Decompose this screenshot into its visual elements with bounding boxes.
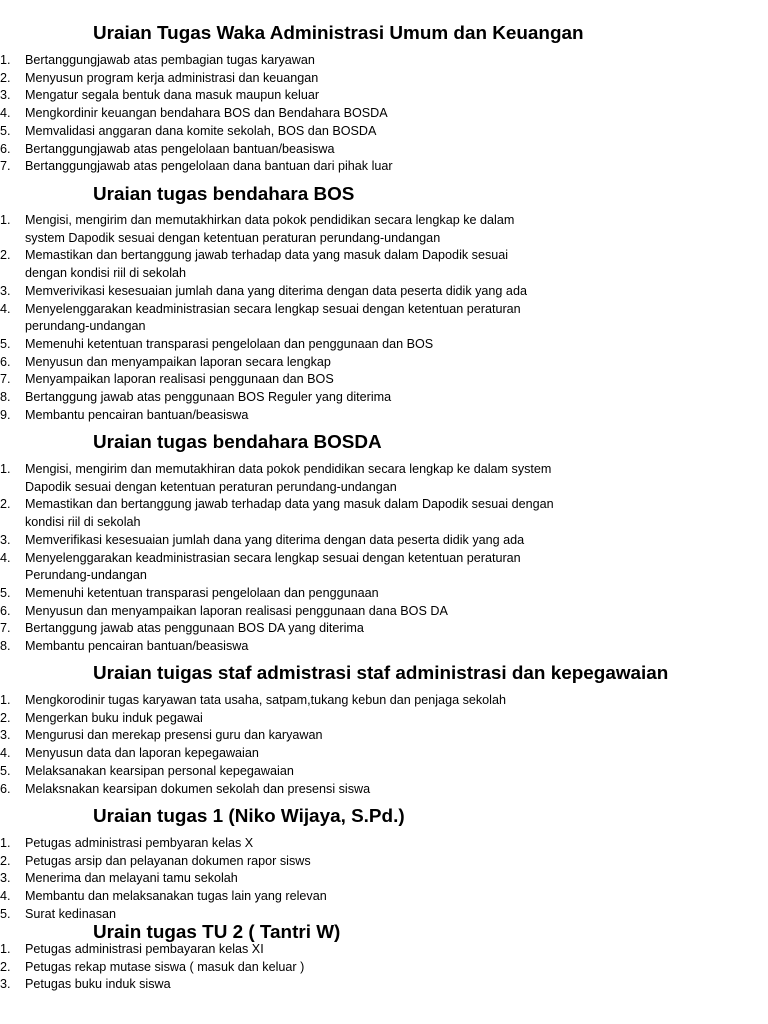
list-item: 3. Petugas buku induk siswa [0,977,171,992]
list-item: 2. Memastikan dan bertanggung jawab terhadap data yang masuk dalam Dapodik sesuai dengan kondisi riil di sekolah [0,248,509,281]
list-item: 4. Membantu dan melaksanakan tugas lain yang relevan [0,889,327,904]
list-item: 6. Bertanggungjawab atas pengelolaan bantuan/beasiswa [0,141,335,156]
task-list [0,52,560,176]
list-item: 4. Menyelenggarakan keadministrasian secara lengkap sesuai dengan ketentuan peraturan Perundang-undangan [0,550,521,583]
list-item: 1. Petugas administrasi pembyaran kelas X [0,836,254,850]
section-heading: Uraian tuigas staf admistrasi staf administrasi dan kepegawaian [93,663,669,684]
list-item: 1. Petugas administrasi pembayaran kelas XI [0,942,264,956]
list-item: 5. Melaksanakan kearsipan personal kepegawaian [0,763,294,778]
list-item: 7. Menyampaikan laporan realisasi penggunaan dan BOS [0,372,334,387]
list-item: 3. Menerima dan melayani tamu sekolah [0,871,238,886]
list-item: 1. Bertanggungjawab atas pembagian tugas karyawan [0,53,315,67]
list-item: 5. Surat kedinasan [0,906,117,921]
list-item: 8. Bertanggung jawab atas penggunaan BOS Reguler yang diterima [0,390,392,405]
list-item: 8. Membantu pencairan bantuan/beasiswa [0,639,249,654]
task-list [0,941,580,994]
task-list [0,835,580,924]
section-heading: Uraian tugas bendahara BOS [93,184,355,205]
list-item: 2. Petugas rekap mutase siswa ( masuk dan keluar ) [0,959,305,974]
section-heading: Uraian tugas 1 (Niko Wijaya, S.Pd.) [93,806,405,827]
section-heading: Urain tugas TU 2 ( Tantri W) [93,922,341,943]
list-item: 5. Memvalidasi anggaran dana komite sekolah, BOS dan BOSDA [0,123,377,138]
list-item: 7. Bertanggungjawab atas pengelolaan dana bantuan dari pihak luar [0,159,393,174]
list-item: 1. Mengisi, mengirim dan memutakhirkan data pokok pendidikan secara lengkap ke dalam system Dapodik sesuai dengan ketentuan peraturan perundang-undangan [0,213,515,245]
section-heading: Uraian Tugas Waka Administrasi Umum dan Keuangan [93,23,584,44]
list-item: 7. Bertanggung jawab atas penggunaan BOS DA yang diterima [0,621,364,636]
list-item: 4. Menyusun data dan laporan kepegawaian [0,746,259,761]
list-item: 3. Mengatur segala bentuk dana masuk maupun keluar [0,88,320,103]
list-item: 6. Menyusun dan menyampaikan laporan realisasi penggunaan dana BOS DA [0,603,448,618]
section-heading: Uraian tugas bendahara BOSDA [93,432,382,453]
list-item: 3. Memverifikasi kesesuaian jumlah dana yang diterima dengan data peserta didik yang ada [0,532,525,547]
list-item: 4. Mengkordinir keuangan bendahara BOS dan Bendahara BOSDA [0,106,388,121]
task-list [0,461,580,656]
list-item: 6. Menyusun dan menyampaikan laporan secara lengkap [0,354,331,369]
list-item: 5. Memenuhi ketentuan transparasi pengelolaan dan penggunaan [0,585,379,600]
list-item: 2. Menyusun program kerja administrasi dan keuangan [0,70,319,85]
list-item: 2. Memastikan dan bertanggung jawab terhadap data yang masuk dalam Dapodik sesuai dengan kondisi riil di sekolah [0,497,554,530]
task-list [0,692,580,798]
list-item: 5. Memenuhi ketentuan transparasi pengelolaan dan penggunaan dan BOS [0,336,434,351]
list-item: 3. Mengurusi dan merekap presensi guru dan karyawan [0,728,323,743]
list-item: 1. Mengisi, mengirim dan memutakhiran data pokok pendidikan secara lengkap ke dalam system Dapodik sesuai dengan ketentuan peraturan perundang-undangan [0,462,552,494]
list-item: 6. Melaksnakan kearsipan dokumen sekolah dan presensi siswa [0,781,371,796]
list-item: 2. Mengerkan buku induk pegawai [0,710,203,725]
list-item: 2. Petugas arsip dan pelayanan dokumen rapor sisws [0,853,311,868]
list-item: 1. Mengkorodinir tugas karyawan tata usaha, satpam,tukang kebun dan penjaga sekolah [0,693,506,707]
list-item: 4. Menyelenggarakan keadministrasian secara lengkap sesuai dengan ketentuan peraturan perundang-undangan [0,301,521,334]
list-item: 3. Memverivikasi kesesuaian jumlah dana yang diterima dengan data peserta didik yang ada [0,283,527,298]
list-item: 9. Membantu pencairan bantuan/beasiswa [0,407,249,422]
task-list [0,212,560,424]
